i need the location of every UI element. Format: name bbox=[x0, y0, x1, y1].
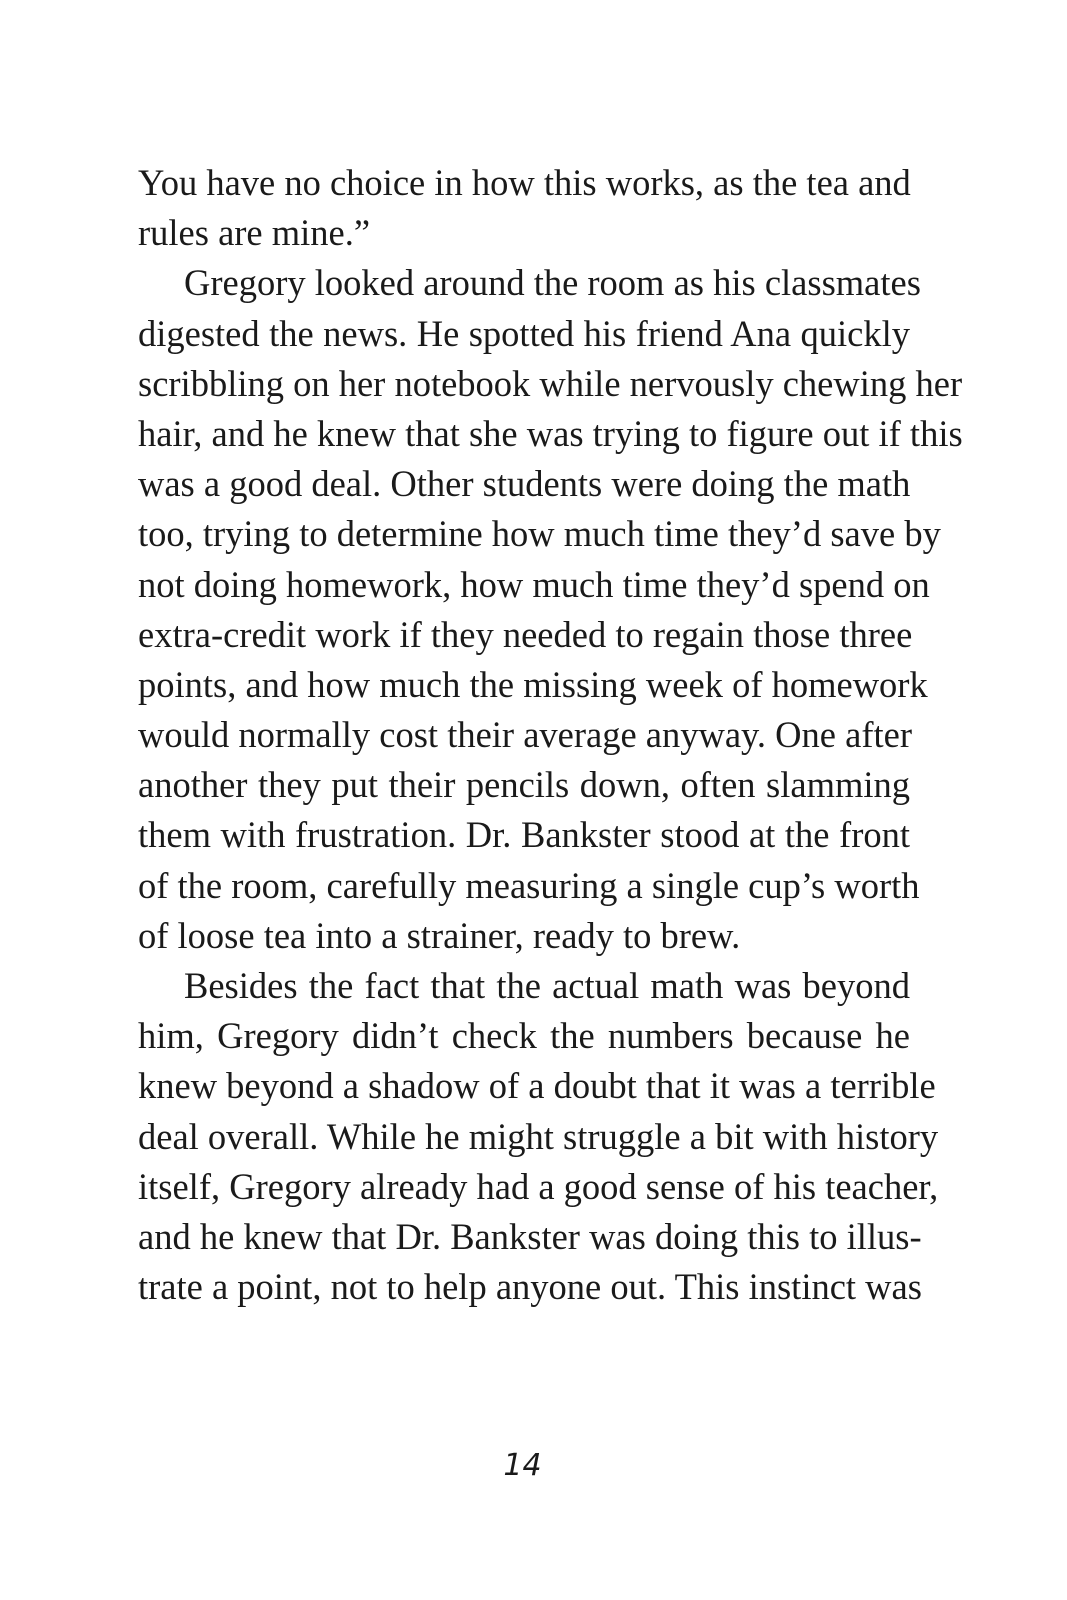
text-line: rules are mine.” bbox=[138, 212, 371, 254]
text-line: another they put their pencils down, often slamming bbox=[138, 764, 910, 806]
text-line: too, trying to determine how much time they’d save by bbox=[138, 513, 941, 555]
text-line: You have no choice in how this works, as the tea and bbox=[138, 162, 911, 203]
text-line: itself, Gregory already had a good sense of his teacher, bbox=[138, 1165, 939, 1207]
text-line: trate a point, not to help anyone out. This instinct was bbox=[138, 1266, 922, 1308]
text-line: hair, and he knew that she was trying to figure out if this bbox=[138, 412, 963, 454]
text-line: them with frustration. Dr. Bankster stood at the front bbox=[138, 814, 910, 856]
text-line: was a good deal. Other students were doing the math bbox=[138, 463, 911, 505]
text-line: of loose tea into a strainer, ready to brew. bbox=[138, 914, 741, 956]
text-line: knew beyond a shadow of a doubt that it was a terrible bbox=[138, 1065, 936, 1107]
text-line: deal overall. While he might struggle a bit with history bbox=[138, 1115, 939, 1157]
text-line: scribbling on her notebook while nervously chewing her bbox=[138, 362, 963, 404]
text-line: not doing homework, how much time they’d spend on bbox=[138, 563, 930, 605]
text-line: extra-credit work if they needed to regain those three bbox=[138, 613, 913, 655]
text-line: Besides the fact that the actual math was beyond bbox=[184, 965, 910, 1006]
text-line: digested the news. He spotted his friend Ana quickly bbox=[138, 312, 910, 354]
page-number: 14 bbox=[503, 1448, 542, 1483]
body-text bbox=[138, 158, 963, 1312]
text-line: Gregory looked around the room as his classmates bbox=[184, 262, 921, 304]
text-line: and he knew that Dr. Bankster was doing this to illus- bbox=[138, 1215, 922, 1257]
text-line: would normally cost their average anyway. One after bbox=[138, 714, 912, 756]
text-line: points, and how much the missing week of homework bbox=[138, 663, 928, 705]
text-line: of the room, carefully measuring a single cup’s worth bbox=[138, 864, 920, 906]
text-line: him, Gregory didn’t check the numbers because he bbox=[138, 1015, 910, 1057]
